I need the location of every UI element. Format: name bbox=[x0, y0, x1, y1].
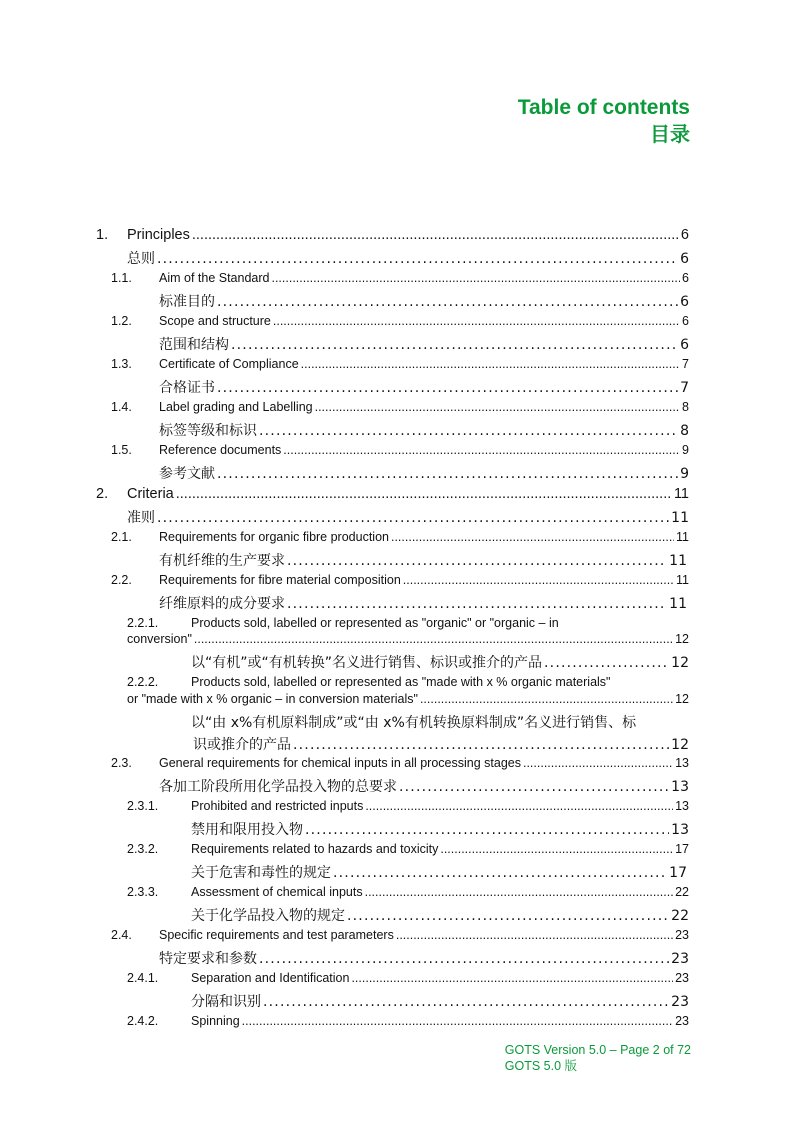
toc-page: 6 bbox=[680, 251, 689, 267]
dot-leader bbox=[192, 227, 679, 243]
dot-leader bbox=[259, 423, 678, 439]
toc-entry-cn[interactable] bbox=[159, 377, 689, 397]
toc-entry[interactable] bbox=[191, 1014, 689, 1034]
toc-label: 标签等级和标识 bbox=[159, 423, 257, 439]
toc-entry[interactable] bbox=[127, 227, 689, 247]
dot-leader bbox=[259, 951, 669, 967]
toc-entry-cn[interactable] bbox=[191, 905, 689, 925]
toc-page: 9 bbox=[682, 443, 689, 457]
toc-entry[interactable] bbox=[191, 885, 689, 905]
toc-page: 22 bbox=[675, 885, 689, 899]
toc-page: 23 bbox=[675, 1014, 689, 1028]
title-chinese: 目录 bbox=[650, 122, 690, 146]
toc-entry-cn[interactable] bbox=[127, 248, 689, 268]
toc-page: 22 bbox=[671, 908, 689, 924]
toc-page: 12 bbox=[675, 692, 689, 706]
toc-number: 1.2. bbox=[111, 314, 132, 328]
dot-leader bbox=[333, 865, 667, 881]
toc-number: 2.4.1. bbox=[127, 971, 159, 985]
toc-entry-cn[interactable] bbox=[191, 862, 687, 882]
toc-page: 6 bbox=[680, 294, 689, 310]
toc-page: 11 bbox=[673, 486, 689, 502]
dot-leader bbox=[544, 655, 669, 671]
toc-label-line1: 以“由 x%有机原料制成”或“由 x%有机转换原料制成”名义进行销售、标 bbox=[191, 715, 637, 731]
dot-leader bbox=[217, 294, 678, 310]
toc-number: 1.4. bbox=[111, 400, 132, 414]
toc-page: 17 bbox=[669, 865, 687, 881]
dot-leader bbox=[391, 530, 674, 544]
dot-leader bbox=[315, 400, 680, 414]
toc-entry[interactable] bbox=[191, 799, 689, 819]
toc-label: 特定要求和参数 bbox=[159, 951, 257, 967]
toc-page: 13 bbox=[675, 756, 689, 770]
toc-number: 2.2.1. bbox=[127, 616, 159, 630]
dot-leader bbox=[396, 928, 673, 942]
toc-entry[interactable] bbox=[127, 486, 689, 506]
toc-label: 准则 bbox=[127, 510, 155, 526]
dot-leader bbox=[273, 314, 680, 328]
toc-label: 识或推介的产品 bbox=[193, 737, 291, 753]
toc-page: 23 bbox=[671, 994, 689, 1010]
toc-number: 1.1. bbox=[111, 271, 132, 285]
toc-label: Separation and Identification bbox=[191, 971, 350, 985]
toc-label: Scope and structure bbox=[159, 314, 271, 328]
dot-leader bbox=[365, 799, 673, 813]
toc-page: 23 bbox=[671, 951, 689, 967]
dot-leader bbox=[287, 553, 667, 569]
toc-page: 7 bbox=[680, 380, 689, 396]
toc-number: 2.2.2. bbox=[127, 675, 159, 689]
toc-number: 2.3. bbox=[111, 756, 132, 770]
toc-page: 8 bbox=[680, 423, 689, 439]
toc-page: 11 bbox=[669, 596, 687, 612]
toc-page: 11 bbox=[671, 510, 689, 526]
toc-label: Aim of the Standard bbox=[159, 271, 270, 285]
toc-label: Spinning bbox=[191, 1014, 240, 1028]
toc-entry-cn[interactable] bbox=[159, 420, 689, 440]
toc-label: 参考文献 bbox=[159, 466, 215, 482]
toc-page: 13 bbox=[671, 779, 689, 795]
toc-number: 2.3.1. bbox=[127, 799, 159, 813]
toc-entry[interactable] bbox=[159, 271, 689, 291]
toc-entry[interactable] bbox=[127, 692, 689, 712]
footer-version-zh: GOTS 5.0 版 bbox=[504, 1059, 578, 1073]
toc-entry-cn[interactable] bbox=[159, 593, 687, 613]
toc-entry[interactable] bbox=[159, 400, 689, 420]
dot-leader bbox=[523, 756, 673, 770]
toc-label: or "made with x % organic – in conversion materials" bbox=[127, 692, 418, 706]
toc-page: 11 bbox=[676, 573, 689, 587]
toc-page: 11 bbox=[669, 553, 687, 569]
toc-page: 12 bbox=[671, 655, 689, 671]
dot-leader bbox=[242, 1014, 673, 1028]
toc-label: 有机纤维的生产要求 bbox=[159, 553, 285, 569]
dot-leader bbox=[365, 885, 673, 899]
toc-page: 6 bbox=[680, 337, 689, 353]
toc-number: 1. bbox=[96, 227, 109, 243]
toc-number: 2.4.2. bbox=[127, 1014, 159, 1028]
toc-label: 禁用和限用投入物 bbox=[191, 822, 303, 838]
toc-entry[interactable] bbox=[191, 842, 689, 862]
toc-label: 合格证书 bbox=[159, 380, 215, 396]
toc-number: 1.3. bbox=[111, 357, 132, 371]
dot-leader bbox=[293, 737, 669, 753]
dot-leader bbox=[176, 486, 672, 502]
toc-label: 纤维原料的成分要求 bbox=[159, 596, 285, 612]
toc-label: Label grading and Labelling bbox=[159, 400, 313, 414]
toc-label: 总则 bbox=[127, 251, 155, 267]
dot-leader bbox=[305, 822, 669, 838]
toc-entry[interactable] bbox=[159, 928, 689, 948]
toc-number: 2.3.3. bbox=[127, 885, 159, 899]
toc-label: Principles bbox=[127, 227, 190, 243]
toc-entry-cn[interactable] bbox=[193, 734, 689, 754]
toc-label: General requirements for chemical inputs in all processing stages bbox=[159, 756, 521, 770]
toc-page: 12 bbox=[675, 632, 689, 646]
toc-entry-cn[interactable] bbox=[159, 776, 689, 796]
toc-entry-cn[interactable] bbox=[159, 334, 689, 354]
toc-label: Reference documents bbox=[159, 443, 282, 457]
toc-entry[interactable] bbox=[159, 756, 689, 776]
toc-page: 7 bbox=[682, 357, 689, 371]
toc-label: Requirements for organic fibre production bbox=[159, 530, 389, 544]
toc-entry-cn[interactable] bbox=[191, 991, 689, 1011]
toc-entry[interactable] bbox=[159, 530, 689, 550]
toc-entry-cn[interactable] bbox=[191, 819, 689, 839]
dot-leader bbox=[403, 573, 674, 587]
dot-leader bbox=[157, 510, 669, 526]
title-english: Table of contents bbox=[517, 96, 690, 119]
toc-page: 13 bbox=[675, 799, 689, 813]
toc-entry-cn[interactable] bbox=[159, 550, 687, 570]
toc-page: 13 bbox=[671, 822, 689, 838]
toc-label: Criteria bbox=[127, 486, 174, 502]
dot-leader bbox=[399, 779, 669, 795]
dot-leader bbox=[157, 251, 678, 267]
toc-page: 23 bbox=[675, 971, 689, 985]
toc-number: 2.1. bbox=[111, 530, 132, 544]
dot-leader bbox=[271, 271, 680, 285]
toc-entry[interactable] bbox=[159, 443, 689, 463]
toc-number: 2. bbox=[96, 486, 109, 502]
toc-entry-cn[interactable] bbox=[159, 291, 689, 311]
toc-label: 范围和结构 bbox=[159, 337, 229, 353]
dot-leader bbox=[420, 692, 673, 706]
toc-number: 2.2. bbox=[111, 573, 132, 587]
toc-entry[interactable] bbox=[127, 632, 689, 652]
dot-leader bbox=[194, 632, 673, 646]
toc-page: 17 bbox=[675, 842, 689, 856]
toc-label: Certificate of Compliance bbox=[159, 357, 299, 371]
dot-leader bbox=[351, 971, 673, 985]
toc-entry[interactable] bbox=[159, 357, 689, 377]
toc-label: Requirements for fibre material composition bbox=[159, 573, 401, 587]
toc-page: 6 bbox=[682, 314, 689, 328]
toc-label: 标准目的 bbox=[159, 294, 215, 310]
toc-label-line1: Products sold, labelled or represented as "made with x % organic materials" bbox=[191, 675, 611, 689]
toc-label: conversion" bbox=[127, 632, 192, 646]
toc-page: 11 bbox=[676, 530, 689, 544]
dot-leader bbox=[263, 994, 669, 1010]
dot-leader bbox=[440, 842, 673, 856]
toc-label: Requirements related to hazards and toxicity bbox=[191, 842, 439, 856]
toc-label: 分隔和识别 bbox=[191, 994, 261, 1010]
toc-label: 以“有机”或“有机转换”名义进行销售、标识或推介的产品 bbox=[191, 655, 543, 671]
toc-label: Assessment of chemical inputs bbox=[191, 885, 363, 899]
dot-leader bbox=[217, 380, 678, 396]
toc-page: 23 bbox=[675, 928, 689, 942]
document-title bbox=[518, 95, 690, 147]
toc-number: 1.5. bbox=[111, 443, 132, 457]
toc-label: 各加工阶段所用化学品投入物的总要求 bbox=[159, 779, 397, 795]
dot-leader bbox=[287, 596, 667, 612]
toc-page: 9 bbox=[680, 466, 689, 482]
toc-number: 2.3.2. bbox=[127, 842, 159, 856]
toc-label: 关于危害和毒性的规定 bbox=[191, 865, 331, 881]
toc-number: 2.4. bbox=[111, 928, 132, 942]
page-footer bbox=[505, 1042, 691, 1074]
toc-entry[interactable] bbox=[191, 971, 689, 991]
toc-label: 关于化学品投入物的规定 bbox=[191, 908, 345, 924]
toc-page: 8 bbox=[682, 400, 689, 414]
toc-entry-cn[interactable] bbox=[159, 948, 689, 968]
toc-entry-cn[interactable] bbox=[127, 507, 689, 527]
footer-version-page: GOTS Version 5.0 – Page 2 of 72 bbox=[504, 1043, 691, 1057]
dot-leader bbox=[301, 357, 680, 371]
toc-entry[interactable] bbox=[159, 314, 689, 334]
dot-leader bbox=[231, 337, 678, 353]
toc-entry-cn[interactable] bbox=[191, 652, 689, 672]
toc-page: 12 bbox=[671, 737, 689, 753]
dot-leader bbox=[347, 908, 669, 924]
toc-entry[interactable] bbox=[159, 573, 689, 593]
toc-label: Prohibited and restricted inputs bbox=[191, 799, 364, 813]
toc-page: 6 bbox=[680, 227, 689, 243]
toc-page: 6 bbox=[682, 271, 689, 285]
toc-entry-cn[interactable] bbox=[159, 463, 689, 483]
toc-label: Specific requirements and test parameters bbox=[159, 928, 394, 942]
dot-leader bbox=[283, 443, 680, 457]
toc-label-line1: Products sold, labelled or represented as "organic" or "organic – in bbox=[191, 616, 559, 630]
dot-leader bbox=[217, 466, 678, 482]
